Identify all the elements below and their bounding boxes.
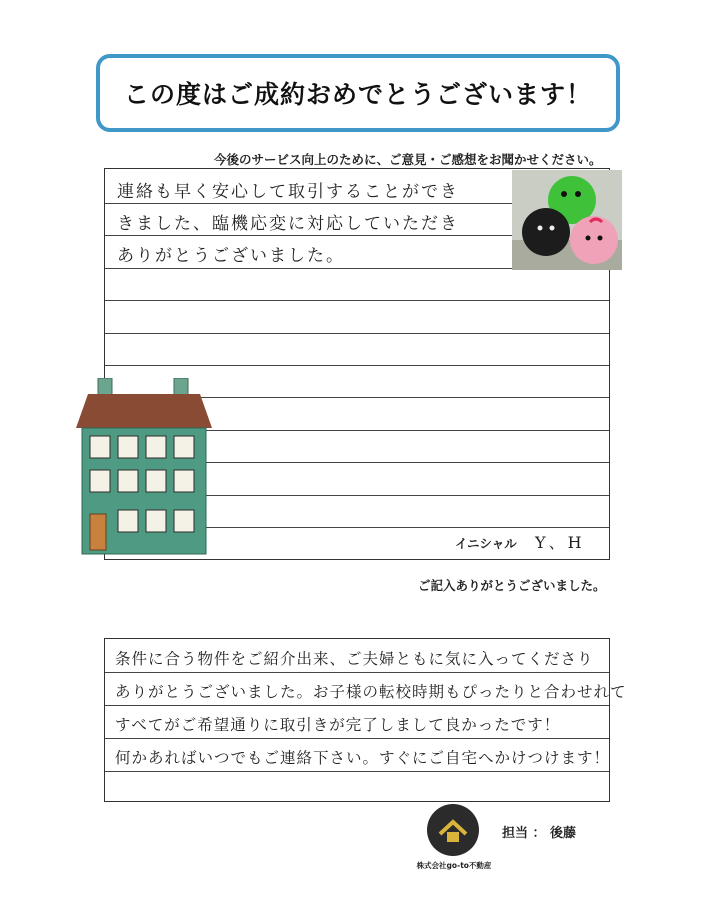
ruled-line [105,771,609,772]
ruled-line [105,672,609,673]
feedback-prompt: 今後のサービス向上のために、ご意見・ご感想をお聞かせください。 [214,152,602,167]
reply-line: ありがとうございました。お子様の転校時期もぴったりと合わせれて [115,683,627,701]
logo-name: 株式会社go-to不動産 [416,861,492,870]
house-illustration [76,378,212,556]
reply-line: 条件に合う物件をご紹介出来、ご夫婦ともに気に入ってくださり [115,650,594,668]
title-box [96,54,620,132]
ruled-line [105,365,609,366]
staff-reply-sheet [104,638,627,802]
staff-label: 担当 ： 後藤 [502,826,577,841]
fluffy-toys-photo [512,170,622,270]
comment-line: きました、臨機応変に対応していただき [117,214,459,234]
comment-line: ありがとうございました。 [117,246,345,266]
company-logo [420,800,486,860]
initial-value: Y、H [535,533,585,552]
ruled-line [105,705,609,706]
initial-label: イニシャル [455,536,517,551]
reply-line: すべてがご希望通りに取引きが完了しまして良かったです！ [115,716,561,734]
reply-line: 何かあればいつでもご連絡下さい。すぐにご自宅へかけつけます！ [115,749,611,767]
ruled-line [105,738,609,739]
ruled-line [105,333,609,334]
comment-line: 連絡も早く安心して取引することができ [117,182,459,202]
ruled-line [105,300,609,301]
thanks-text: ご記入ありがとうございました。 [418,578,606,593]
page-title: この度はご成約おめでとうございます！ [123,80,592,109]
